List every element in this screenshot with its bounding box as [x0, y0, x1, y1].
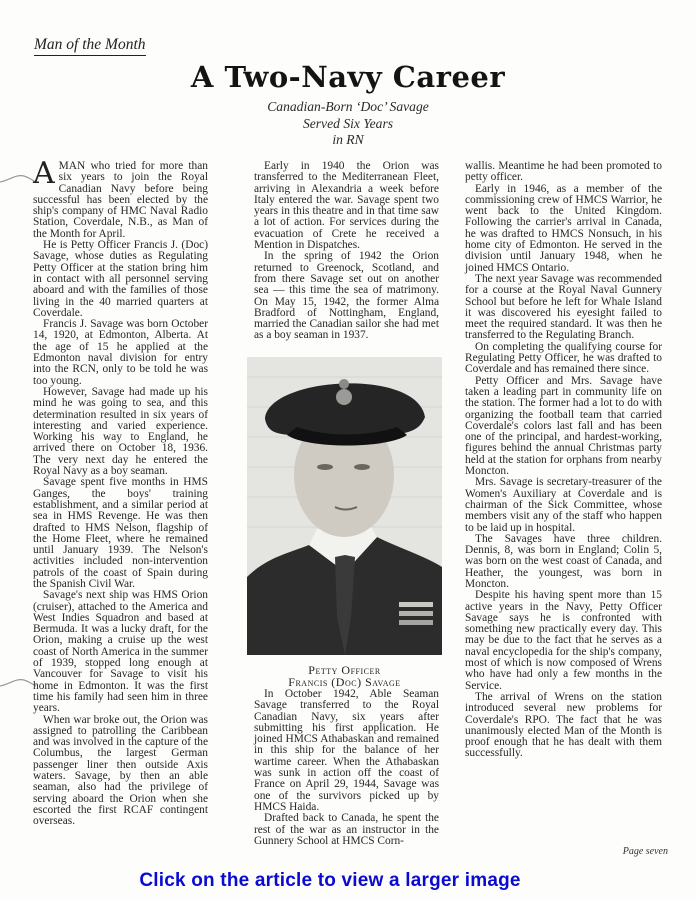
- article-column-1: [33, 156, 208, 828]
- portrait-photo: [247, 357, 442, 655]
- article-column-2-top: [254, 161, 439, 342]
- paragraph: Early in 1946, as a member of the commissioning crew of HMCS Warrior, he went back to the United Kingdom. Following the carrier's arrival in Canada, he was drafted to HMCS Nonsuch, in his home city of Edmonton. He served in the division until January 1948, when he joined HMCS Ontario.: [465, 182, 662, 274]
- portrait-illustration: [247, 357, 442, 655]
- paragraph: Early in 1940 the Orion was transferred to the Mediterranean Fleet, arriving in Alexandria a week before Italy entered the war. Savage spent two years in this theatre and in that time saw a lot of action. For services during the evacuation of Crete he received a Mention in Dispatches.: [254, 160, 439, 252]
- paragraph: When war broke out, the Orion was assigned to patrolling the Caribbean and was involved in the capture of the Columbus, the largest German passenger liner then outside Axis waters. Savage, by then an able seaman, also had the privilege of serving aboard the Orion when she escorted the first RCAF contingent overseas.: [33, 713, 208, 828]
- paragraph: Savage's next ship was HMS Orion (cruiser), attached to the America and West Indies Squadron and based at Bermuda. It was a lucky draft, for the Orion, making a cruise up the west coast of North America in the summer of 1939, stopped long enough at Vancouver for Savage to visit his home in Edmonton. It was the first time his family had seen him in three years.: [33, 589, 208, 715]
- paragraph: The arrival of Wrens on the station introduced several new problems for Coverdale's RPO. The fact that he was unanimously elected Man of the Month is proof enough that he has dealt with them successfully.: [465, 690, 662, 760]
- subhead-line: in RN: [332, 132, 364, 147]
- paragraph: In the spring of 1942 the Orion returned to Greenock, Scotland, and from there Savage set out on another sea — this time the sea of matrimony. On May 15, 1942, the former Alma Bradford of Nottingham, England, married the Canadian sailor she had met as a boy seaman in 1937.: [254, 250, 439, 342]
- paragraph: A MAN who tried for more than six years to join the Royal Canadian Navy before being successful has been elected by the ship's company of HMC Naval Radio Station, Coverdale, N.B., as Man of the Month for April.: [33, 156, 208, 240]
- paragraph: Drafted back to Canada, he spent the rest of the war as an instructor in the Gunnery School at HMCS Corn-: [254, 812, 439, 847]
- paragraph: In October 1942, Able Seaman Savage transferred to the Royal Canadian Navy, six years after submitting his first application. He joined HMCS Athabaskan and remained in this ship for the balance of her wartime career. When the Athabaskan was sunk in action off the coast of France on April 29, 1944, Savage was one of the survivors picked up by HMCS Haida.: [254, 688, 439, 813]
- paragraph: wallis. Meantime he had been promoted to petty officer.: [465, 160, 662, 184]
- subhead-line: Canadian-Born ‘Doc’ Savage: [267, 99, 429, 114]
- section-label: Man of the Month: [34, 36, 146, 56]
- paragraph: The next year Savage was recommended for a course at the Royal Naval Gunnery School but before he left for Whale Island it was discovered his eyesight failed to meet the required standard. It was then he transferred to the Regulating Branch.: [465, 272, 662, 342]
- paragraph: Savage spent five months in HMS Ganges, the boys' training establishment, and a similar period at sea in HMS Revenge. He was then drafted to HMS Nelson, flagship of the Home Fleet, where he remained until January 1939. The Nelson's activities included non-intervention patrols of the coast of Spain during the Spanish Civil War.: [33, 476, 208, 590]
- paragraph: Francis J. Savage was born October 14, 1920, at Edmonton, Alberta. At the age of 15 he applied at the Edmonton naval division for entry into the RCN, only to be told he was too young.: [33, 318, 208, 387]
- photo-caption: [247, 664, 442, 688]
- article-column-3: [465, 161, 662, 760]
- drop-cap: A: [33, 156, 55, 191]
- article-headline: A Two-Navy Career: [190, 60, 506, 94]
- article-subheadline: [0, 99, 696, 149]
- paragraph: Petty Officer and Mrs. Savage have taken a leading part in community life on the station. The former had a lot to do with organizing the football team that carried Coverdale's colors last fall and has been one of the principal, and hardest-working, figures behind the annual Christmas party held at the station for orphans from nearby Moncton.: [465, 374, 662, 478]
- paragraph: However, Savage had made up his mind he was going to sea, and this determination resulted in six years of interesting and varied experience. Working his way to England, he arrived there on October 18, 1936. The very next day he entered the Royal Navy as a boy seaman.: [33, 385, 208, 478]
- caption-line: Francis (Doc) Savage: [288, 675, 401, 689]
- paragraph: Mrs. Savage is secretary-treasurer of the Women's Auxiliary at Coverdale and is chairman of the Sick Committee, whose members visit any of the staff who happen to be laid up in hospital.: [465, 476, 662, 534]
- subhead-line: Served Six Years: [302, 115, 394, 131]
- paragraph: Despite his having spent more than 15 active years in the Navy, Petty Officer Savage says he is confronted with something new practically every day. This may be due to the fact that he serves as a naval encyclopedia for the ship's company, most of which is now composed of Wrens who have had only a few months in the Service.: [465, 589, 662, 692]
- paragraph: On completing the qualifying course for Regulating Petty Officer, he was drafted to Coverdale and has remained there since.: [465, 340, 662, 376]
- article-column-2-bottom: [254, 689, 439, 847]
- caption-line: Petty Officer: [308, 663, 381, 677]
- paragraph: He is Petty Officer Francis J. (Doc) Savage, whose duties as Regulating Petty Officer at the station bring him in contact with all personnel serving aboard and with the families of those living in the 40 married quarters at Coverdale.: [33, 239, 208, 319]
- paragraph: The Savages have three children. Dennis, 8, was born in England; Colin 5, was born on the west coast of Canada, and Heather, the youngest, was born in Moncton.: [465, 532, 662, 590]
- page-number: Page seven: [622, 846, 668, 857]
- view-larger-image-link[interactable]: Click on the article to view a larger image: [139, 870, 521, 891]
